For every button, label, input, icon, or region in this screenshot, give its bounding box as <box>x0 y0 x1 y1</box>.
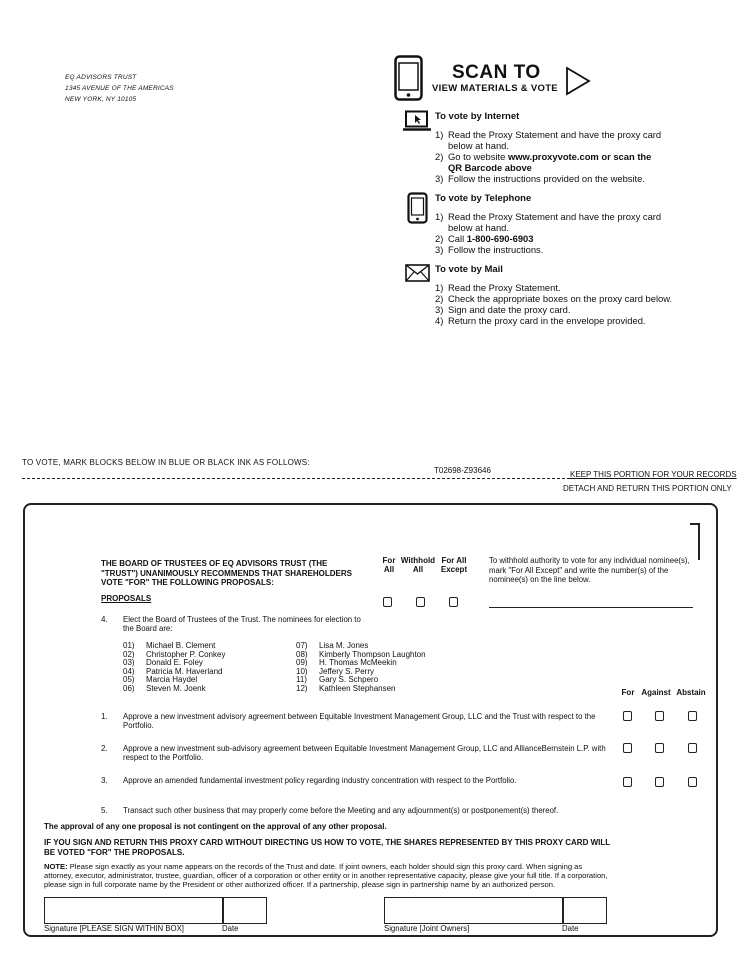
note-text: Please sign exactly as your name appears on the records of the Trust and date. If joint owners, each holder should sign this proxy card. When signing as attorney, executor, administrator, trustee, guardian, officer of a corporation or other entity or in another representative capacity, please give your full title. If a corporation, please sign in full corporate name by the President or other authorized officer. If a partnership, please sign in partnership name by an authorized person. <box>44 862 608 889</box>
signature-label: Signature [PLEASE SIGN WITHIN BOX] <box>44 924 184 933</box>
proposal-2-abstain-checkbox[interactable] <box>688 743 697 753</box>
board-recommendation: THE BOARD OF TRUSTEES OF EQ ADVISORS TRUST (THE "TRUST") UNANIMOUSLY RECOMMENDS THAT SHAREHOLDERS VOTE "FOR" THE FOLLOWING PROPOSALS: <box>101 559 352 587</box>
joint-signature-label: Signature [Joint Owners] <box>384 924 470 933</box>
list-item: 2) Check the appropriate boxes on the proxy card below. <box>435 293 673 304</box>
col-abstain: Abstain <box>676 688 706 697</box>
list-item: 3) Follow the instructions. <box>435 244 544 255</box>
internet-heading: To vote by Internet <box>435 111 520 122</box>
nominee: 03) Donald E. Foley <box>123 658 203 668</box>
mail-steps <box>435 282 675 326</box>
nominee: 09) H. Thomas McMeekin <box>296 658 397 668</box>
control-number: T02698-Z93646 <box>434 466 491 475</box>
proposal-3-for-checkbox[interactable] <box>623 777 632 787</box>
nominee: 07) Lisa M. Jones <box>296 641 369 650</box>
list-item: 1) Read the Proxy Statement and have the proxy card below at hand. <box>435 211 662 233</box>
mobile-phone-icon <box>394 55 424 102</box>
proposal-2-text: Approve a new investment sub-advisory agreement between Equitable Investment Management Group, LLC and AllianceBernstein L.P. with respect to the Portfolio. <box>123 744 606 762</box>
withhold-note: To withhold authority to vote for any individual nominee(s), mark "For All Except" and write the number(s) of the nominee(s) on the line below. <box>489 556 690 584</box>
proposal-2-number: 2. <box>101 744 108 753</box>
laptop-icon <box>403 110 431 132</box>
nominee: 06) Steven M. Joenk <box>123 683 206 693</box>
nominee: 01) Michael B. Clement <box>123 641 216 650</box>
proposals-label: PROPOSALS <box>101 594 152 603</box>
telephone-icon <box>407 192 428 224</box>
proposal-3-abstain-checkbox[interactable] <box>688 777 697 787</box>
ink-instructions: TO VOTE, MARK BLOCKS BELOW IN BLUE OR BLACK INK AS FOLLOWS: <box>22 458 310 467</box>
proposal-1-text: Approve a new investment advisory agreement between Equitable Investment Management Group, LLC and the Trust with respect to the Portfolio. <box>123 712 596 730</box>
phone-number: 1-800-690-6903 <box>466 233 534 244</box>
proposal-3-number: 3. <box>101 776 108 785</box>
telephone-heading: To vote by Telephone <box>435 193 532 204</box>
list-item: 3) Sign and date the proxy card. <box>435 304 571 315</box>
proposal-4-number: 4. <box>101 615 108 624</box>
corner-mark <box>690 523 700 560</box>
proposal-5-text: Transact such other business that may properly come before the Meeting and any adjournment(s) or postponement(s) thereof. <box>123 806 559 815</box>
date-box[interactable] <box>222 897 267 924</box>
keep-portion-label: KEEP THIS PORTION FOR YOUR RECORDS <box>570 470 737 479</box>
arrow-right-icon <box>565 66 591 96</box>
joint-signature-box[interactable] <box>384 897 564 924</box>
nominees-left <box>123 642 225 694</box>
proposal-3-text: Approve an amended fundamental investment policy regarding industry concentration with respect to the Portfolio. <box>123 776 517 785</box>
withhold-all-checkbox[interactable] <box>416 597 425 607</box>
scan-title: SCAN TO <box>452 62 541 83</box>
address-line-2: 1345 AVENUE OF THE AMERICAS <box>65 85 174 92</box>
joint-date-box[interactable] <box>562 897 607 924</box>
nominee-exception-line[interactable] <box>489 607 693 608</box>
signing-note <box>44 863 610 889</box>
col-for-all-except: For All Except <box>440 556 468 574</box>
note-label: NOTE: <box>44 862 68 871</box>
nominee: 05) Marcia Haydel <box>123 675 198 685</box>
proposal-1-for-checkbox[interactable] <box>623 711 632 721</box>
list-item: 2) Call 1-800-690-6903 <box>435 233 534 244</box>
scan-subtitle: VIEW MATERIALS & VOTE <box>432 83 558 94</box>
detach-portion-label: DETACH AND RETURN THIS PORTION ONLY <box>563 484 732 493</box>
proxyvote-link[interactable]: www.proxyvote.com or scan the QR Barcode above <box>448 151 652 173</box>
mail-heading: To vote by Mail <box>435 264 503 275</box>
for-all-except-checkbox[interactable] <box>449 597 458 607</box>
address-line-1: EQ ADVISORS TRUST <box>65 74 137 81</box>
nominees-right <box>296 642 426 694</box>
proposal-3-against-checkbox[interactable] <box>655 777 664 787</box>
nominee: 12) Kathleen Stephansen <box>296 683 396 693</box>
internet-steps <box>435 129 667 184</box>
nominee: 10) Jeffery S. Perry <box>296 666 374 676</box>
unmarked-vote-statement: IF YOU SIGN AND RETURN THIS PROXY CARD WITHOUT DIRECTING US HOW TO VOTE, THE SHARES REPRESENTED BY THIS PROXY CARD WILL BE VOTED "FOR" THE PROPOSALS. <box>44 838 610 857</box>
nominee: 08) Kimberly Thompson Laughton <box>296 649 426 659</box>
list-item: 3) Follow the instructions provided on the website. <box>435 173 645 184</box>
proposal-2-for-checkbox[interactable] <box>623 743 632 753</box>
proposal-2-against-checkbox[interactable] <box>655 743 664 753</box>
signature-box[interactable] <box>44 897 224 924</box>
address-line-3: NEW YORK, NY 10105 <box>65 96 137 103</box>
nominee: 11) Gary S. Schpero <box>296 675 379 685</box>
telephone-steps <box>435 211 667 255</box>
joint-date-label: Date <box>562 924 579 933</box>
for-all-checkbox[interactable] <box>383 597 392 607</box>
nominee: 04) Patricia M. Haverland <box>123 666 223 676</box>
proposal-1-against-checkbox[interactable] <box>655 711 664 721</box>
proposal-1-abstain-checkbox[interactable] <box>688 711 697 721</box>
list-item: 2) Go to website www.proxyvote.com or scan the QR Barcode above <box>435 151 652 173</box>
list-item: 1) Read the Proxy Statement and have the proxy card below at hand. <box>435 129 662 151</box>
trust-address <box>65 72 174 105</box>
col-for-all: For All <box>382 556 396 574</box>
col-withhold-all: Withhold All <box>400 556 436 574</box>
nominee: 02) Christopher P. Conkey <box>123 649 226 659</box>
list-item: 4) Return the proxy card in the envelope provided. <box>435 315 646 326</box>
date-label: Date <box>222 924 239 933</box>
proposal-4-text: Elect the Board of Trustees of the Trust. The nominees for election to the Board are: <box>123 615 361 633</box>
proposal-5-number: 5. <box>101 806 108 815</box>
proposal-1-number: 1. <box>101 712 108 721</box>
col-against: Against <box>641 688 671 697</box>
contingent-statement: The approval of any one proposal is not contingent on the approval of any other proposal. <box>44 822 387 831</box>
col-for: For <box>621 688 635 697</box>
list-item: 1) Read the Proxy Statement. <box>435 282 561 293</box>
envelope-icon <box>405 264 430 282</box>
